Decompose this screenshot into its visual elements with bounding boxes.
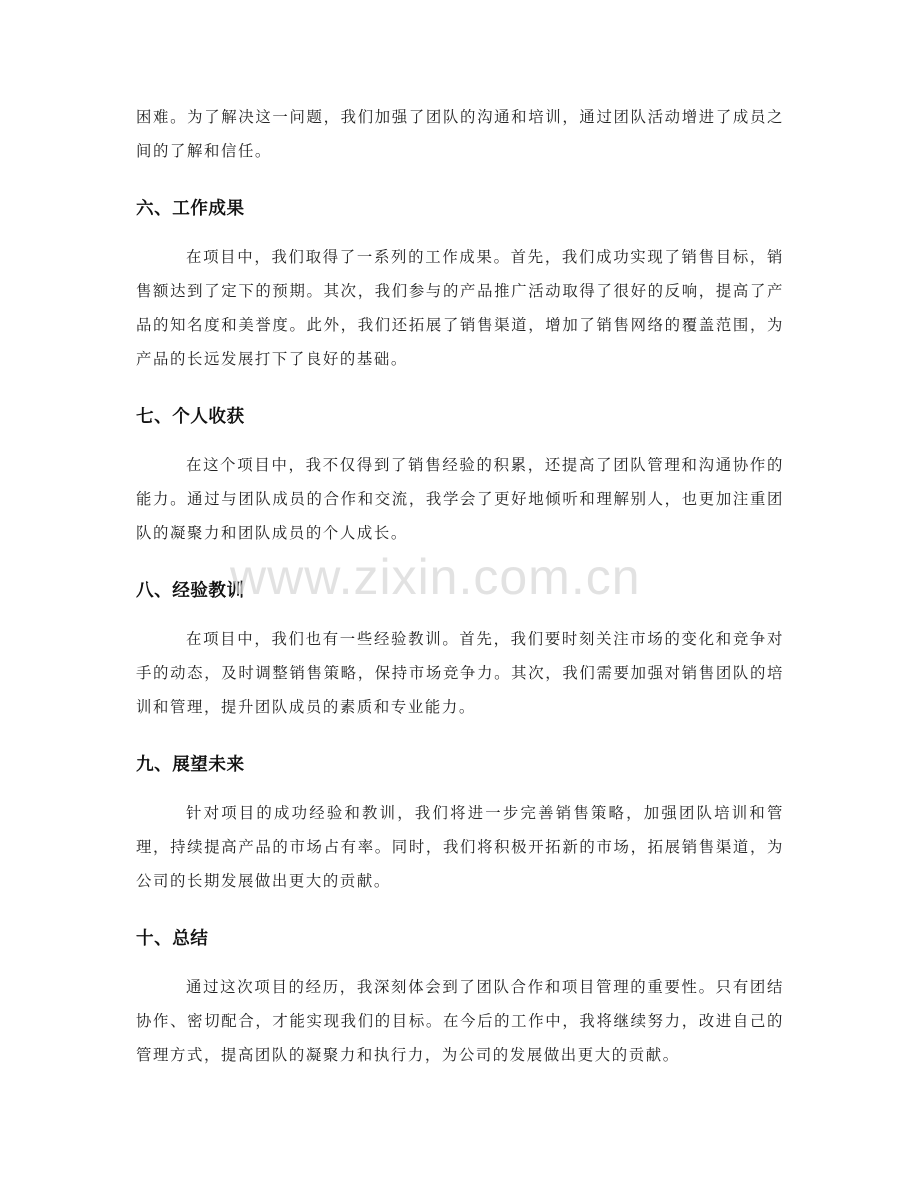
section-body-work-results: 在项目中，我们取得了一系列的工作成果。首先，我们成功实现了销售目标，销售额达到了定下的预期。其次，我们参与的产品推广活动取得了很好的反响，提高了产品的知名度和美誉度。此外，我们还拓展了销售渠道，增加了销售网络的覆盖范围，为产品的长远发展打下了良好的基础。: [136, 248, 784, 368]
watermark: www.zixin.com.cn: [230, 549, 641, 605]
section-heading-work-results: 六、工作成果: [136, 199, 245, 219]
section-body-outlook: 针对项目的成功经验和教训，我们将进一步完善销售策略，加强团队培训和管理，持续提高产品的市场占有率。同时，我们将积极开拓新的市场，拓展销售渠道，为公司的长期发展做出更大的贡献。: [136, 804, 784, 890]
section-heading-personal-gains: 七、个人收获: [136, 407, 245, 427]
document-body: [136, 100, 784, 1072]
section-body-summary: 通过这次项目的经历，我深刻体会到了团队合作和项目管理的重要性。只有团结协作、密切配合，才能实现我们的目标。在今后的工作中，我将继续努力，改进自己的管理方式，提高团队的凝聚力和执行力，为公司的发展做出更大的贡献。: [136, 978, 784, 1064]
section-body-lessons: 在项目中，我们也有一些经验教训。首先，我们要时刻关注市场的变化和竞争对手的动态，及时调整销售策略，保持市场竞争力。其次，我们需要加强对销售团队的培训和管理，提升团队成员的素质和专业能力。: [136, 630, 784, 716]
section-heading-summary: 十、总结: [136, 929, 209, 949]
section-body-personal-gains: 在这个项目中，我不仅得到了销售经验的积累，还提高了团队管理和沟通协作的能力。通过与团队成员的合作和交流，我学会了更好地倾听和理解别人，也更加注重团队的凝聚力和团队成员的个人成长。: [136, 456, 784, 542]
section-heading-lessons: 八、经验教训: [136, 581, 245, 601]
intro-paragraph: 困难。为了解决这一问题，我们加强了团队的沟通和培训，通过团队活动增进了成员之间的了解和信任。: [136, 108, 784, 160]
section-heading-outlook: 九、展望未来: [136, 755, 245, 775]
